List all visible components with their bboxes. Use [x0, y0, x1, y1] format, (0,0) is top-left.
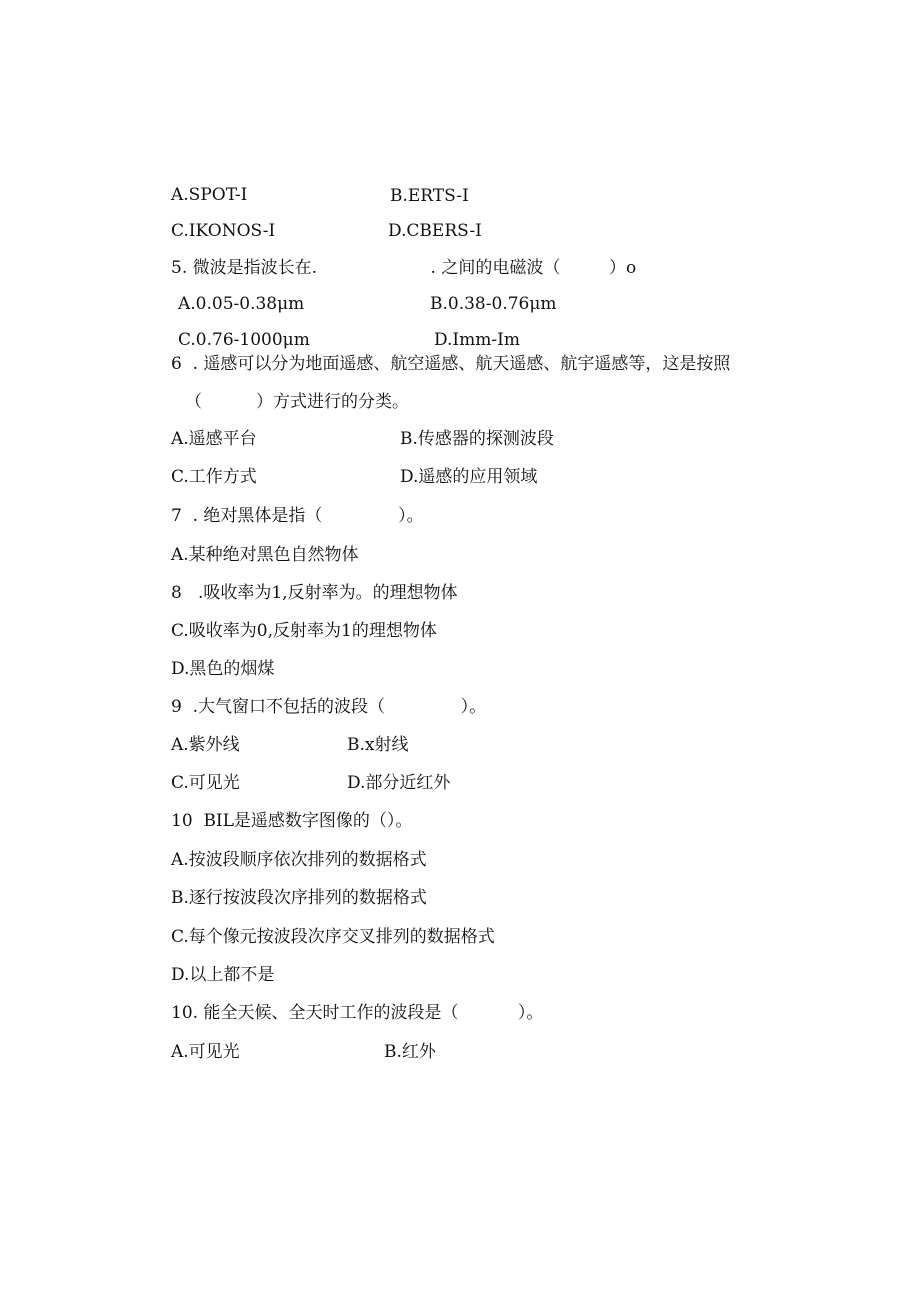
q9-option-d: D.部分近红外 — [347, 773, 451, 793]
q5-stem: 5. 微波是指波长在. . 之间的电磁波（ ）o — [171, 258, 637, 278]
q7-line-8: 8 .吸收率为1,反射率为。的理想物体 — [171, 583, 458, 603]
q9-option-c: C.可见光 — [171, 773, 240, 793]
q10-option-d: D.以上都不是 — [171, 965, 275, 985]
q10-option-a: A.按波段顺序依次排列的数据格式 — [171, 850, 427, 870]
q5-option-a: A.0.05-0.38μm — [178, 294, 305, 314]
q9-option-a: A.紫外线 — [171, 735, 240, 755]
q6-option-a: A.遥感平台 — [171, 429, 257, 449]
q6-stem-line-1: 6 . 遥感可以分为地面遥感、航空遥感、航天遥感、航宇遥感等，这是按照 — [171, 354, 731, 374]
q6-option-c: C.工作方式 — [171, 467, 257, 487]
q5-option-d: D.Imm-Im — [434, 330, 520, 350]
q11-option-a: A.可见光 — [171, 1042, 240, 1062]
q7-option-a: A.某种绝对黑色自然物体 — [171, 545, 359, 565]
q10-stem: 10 BIL是遥感数字图像的（）。 — [171, 811, 413, 831]
q9-option-b: B.x射线 — [347, 735, 409, 755]
q4-option-a: A.SPOT-I — [171, 185, 248, 205]
q7-stem: 7 . 绝对黑体是指（ ）。 — [171, 506, 424, 526]
q6-option-b: B.传感器的探测波段 — [400, 429, 554, 449]
q4-option-b: B.ERTS-I — [390, 186, 469, 206]
q9-stem: 9 .大气窗口不包括的波段（ ）。 — [171, 697, 487, 717]
q7-option-d: D.黑色的烟煤 — [171, 659, 275, 679]
q4-option-d: D.CBERS-I — [388, 221, 482, 241]
q10-option-c: C.每个像元按波段次序交叉排列的数据格式 — [171, 927, 495, 947]
q6-stem-line-2: （ ）方式进行的分类。 — [185, 392, 410, 412]
q7-option-c: C.吸收率为0,反射率为1的理想物体 — [171, 621, 437, 641]
q4-option-c: C.IKONOS-I — [171, 221, 276, 241]
q11-option-b: B.红外 — [384, 1042, 436, 1062]
q6-option-d: D.遥感的应用领域 — [400, 467, 538, 487]
q5-option-b: B.0.38-0.76μm — [430, 294, 557, 314]
q5-option-c: C.0.76-1000μm — [178, 330, 310, 350]
q10-option-b: B.逐行按波段次序排列的数据格式 — [171, 888, 427, 908]
q11-stem: 10. 能全天候、全天时工作的波段是（ ）。 — [171, 1003, 544, 1023]
